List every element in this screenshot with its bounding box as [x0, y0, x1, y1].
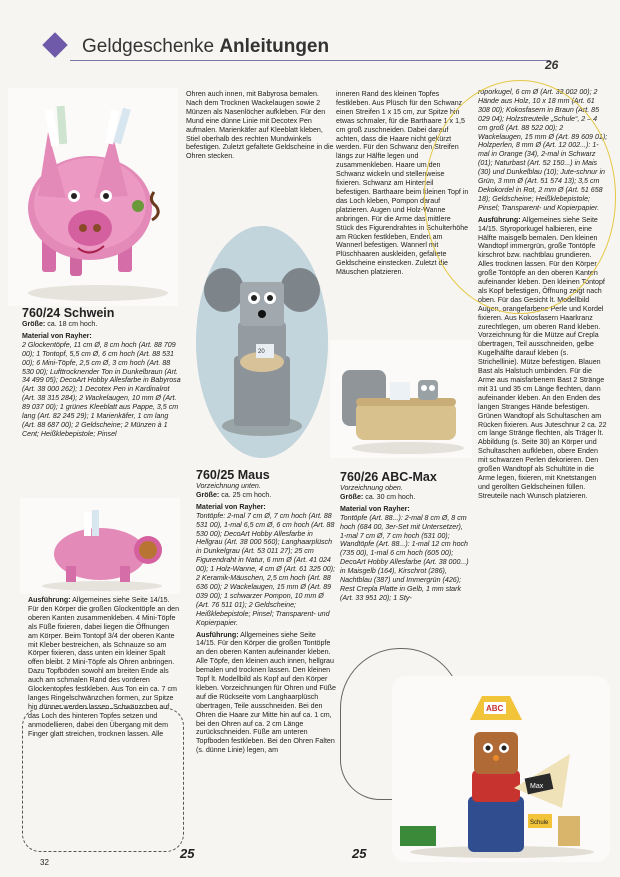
mouse-material-heading: Material von Rayher:: [196, 502, 266, 511]
pig-photo-small: [20, 498, 180, 594]
col4-instructions: Allgemeines siehe Seite 14/15. Styroporkugel halbieren, eine Hälfte maisgelb bemalen. Den kleinen Wandtopf immergrün, große Tontöpfe kirschrot bzw. nachtblau grundieren. Alles trocknen lassen. Für den Körper große Tontöpfe an den oberen Kanten aufeinander kleben. Den kleinen Tontopf als Kopf befestigen, Öffnung zeigt nach oben. Für das Gesicht lt. Modellbild Augen, orangefarbene Perle und Kordel fixieren. Aus Kokosfasern Haarkranz zurechtlegen, um oberen Rand kleben. Vorzeichnung für die Mütze auf Crepla übertragen, Teil ausschneiden, gelbe Kugelhälfte darauf kleben (s. Strichellinie). Mütze befestigen. Blauen Bast als Halstuch umbinden. Für die Arme aus maisfarbenem Bast 2 Stränge mit 31 und 35 cm Länge flechten, dann aufeinander kleben. An den Enden des langen Stranges Hände befestigen. Grünen Wandtopf als Schultaschen am Rücken fixieren. Aus Juteschnur 2 ca. 22 cm lange Stränge flechten, als Träger lt. Abbildung (s. Seite 30) an Körper und Schultaschen aufkleben, obere Enden mit schwarzen Perlen dekorieren. Den großen Wandtopf als Schultüte in die Arme legen, fixieren, mit Knetstangen und gerollten Geldscheinen füllen. Streuteile nach Wunsch platzieren.: [478, 215, 607, 500]
mouse-instructions-heading: Ausführung:: [196, 630, 239, 639]
pattern-outline: [22, 708, 184, 852]
pig-materials: 2 Glockentöpfe, 11 cm Ø, 8 cm hoch (Art. 88 709 00); 1 Tontopf, 5,5 cm Ø, 6 cm hoch (Art. 88 531 00); 6 Mini-Töpfe, 2,5 cm Ø, 3 cm hoch (Art. 88 530 00); Lufttrocknender Ton in Dunkelbraun (Art. 34 499 05); DecoArt Hobby Allesfarbe in Babyrosa (Art. 38 000 262); 1 Decotex Pen in Kardinalrot (Art. 38 315 284); 2 Wackelaugen, 10 mm Ø (Art. 89 037 00); 1 grünes Kleeblatt aus Pappe, 3,5 cm lang (Art. 82 245 29); 1 Marienkäfer, 1 cm lang (Art. 88 687 00); 2 Geldscheine; 2 Münzen à 1 Cent; Heißklebepistole; Pinsel: [22, 340, 181, 438]
mouse-bill-number: 20: [258, 349, 265, 355]
pig-instructions-heading: Ausführung:: [28, 596, 71, 604]
pig-material-heading: Material von Rayher:: [22, 331, 92, 340]
abc-badge-text: ABC: [486, 704, 504, 713]
abc-heading: 760/26 ABC-Max: [340, 470, 437, 484]
highlight-circle: [424, 80, 616, 314]
pig-section: [22, 306, 182, 439]
abc-max-photo: [392, 676, 610, 862]
schule-label: Schule: [530, 820, 549, 826]
mouse-section: [196, 468, 336, 755]
page-number-bottom-col3: 25: [352, 846, 367, 861]
page-title: [82, 36, 329, 58]
col4-instructions-heading: Ausführung:: [478, 215, 521, 224]
col2-top: Ohren auch innen, mit Babyrosa bemalen. Nach dem Trocknen Wackelaugen sowie 2 Münzen als Nasenlöcher aufkleben. Für den Mund eine dünne Linie mit Decotex Pen aufmalen. Marienkäfer auf Kleeblatt kleben, Stiel oberhalb des rechten Mundwinkels befestigen. Zuletzt gefaltete Geldscheine in die Ohren stecken.: [186, 90, 334, 161]
slate-text: Max: [530, 783, 544, 790]
pig-size-label: Größe:: [22, 320, 46, 328]
abc-size-value: ca. 30 cm hoch.: [365, 492, 416, 501]
mouse-photo: [196, 226, 328, 458]
mouse-size-label: Größe:: [196, 490, 220, 499]
abc-material-heading: Material von Rayher:: [340, 504, 410, 513]
mouse-materials: Tontöpfe: 2-mal 7 cm Ø, 7 cm hoch (Art. 88 531 00), 1-mal 6,5 cm Ø, 6 cm hoch (Art. 88 530 00); DecoArt Hobby Allesfarbe in Hellgrau (Art. 38 000 560); Langhaarplüsch in Dunkelgrau (Art. 53 011 27); 25 cm Figurendraht in Natur, 6 mm Ø (Art. 41 024 00); 1 Holz-Wanne, 4 cm Ø (Art. 61 325 00); 2 Keramik-Mäuschen, 2,5 cm hoch (Art. 88 636 00); 2 Wackelaugen, 15 mm Ø (Art. 89 039 00); 1 schwarzer Pompon, 10 mm Ø (Art. 76 511 01); 2 Geldscheine; Heißklebepistole; Pinsel; Transparent- und Kopierpapier.: [196, 511, 336, 627]
title-light: Geldgeschenke: [82, 36, 215, 57]
header-diamond-icon: [42, 32, 67, 57]
header-rule: [70, 60, 550, 61]
mouse-instructions: Allgemeines siehe Seite 14/15. Für den Körper die großen Tontöpfe an den oberen Kanten aufeinander kleben. Alle Töpfe, den kleinen auch innen, hellgrau bemalen und trocknen lassen. Den kleinen Topf lt. Modellbild als Kopf auf den Körper kleben. Vorzeichnungen für Ohren und Füße auf die Rückseite vom Langhaarplüsch übertragen, Teile ausschneiden. Bei den Ohren die Haare zur Mitte hin auf ca. 1 cm, bei den Ohren auf ca. 2 cm Länge zurückschneiden. Füße am unteren Topfboden festkleben. Bei den Ohren Falten (s. dünne Linie) legen, am: [196, 630, 336, 755]
title-bold: Anleitungen: [219, 36, 330, 57]
pig-photo: [8, 88, 178, 306]
page-number-bottom-col1: 25: [180, 846, 195, 861]
page-number-top: 26: [545, 58, 559, 72]
col3-top: inneren Rand des kleinen Topfes festkleben. Aus Plüsch für den Schwanz einen Streifen 1 x 15 cm, zur Spitze hin etwas schmaler, für die Barthaare 1 x 1,5 cm groß zuschneiden. Dabei darauf achten, dass die Haare nicht gekürzt werden. Für den Schwanz den Streifen längs zur Hälfte legen und zusammenkleben. Haare um den Schwanz wickeln und stellenweise fixieren. Schwanz am Hinterteil befestigen. Barthaare beim kleinen Topf in das Loch kleben, Pompon darauf platzieren. Augen und Holz-Wanne anbringen. Für die Arme das mittlere Stück des Figurendrahtes in Schulterhöhe am Rücken festkleben, Enden am Wannerl befestigen. Wannerl mit Plüschhaaren auskleiden, gefaltete Geldscheine einstecken. Zuletzt die Mäuschen platzieren.: [336, 90, 469, 277]
pig-size-value: ca. 18 cm hoch.: [47, 320, 98, 328]
abc-size-label: Größe:: [340, 492, 364, 501]
abc-sub: Vorzeichnung oben.: [340, 484, 403, 492]
mouse-heading: 760/25 Maus: [196, 468, 270, 482]
abc-materials: Tontöpfe (Art. 88...): 2-mal 8 cm Ø, 8 cm hoch (684 00, 3er-Set mit Untersetzer), 1-mal 7 cm Ø, 7 cm hoch (531 00); Wandtöpfe (Art. 88...): 1-mal 12 cm hoch (735 00), 1-mal 6 cm hoch (605 00); DecoArt Hobby Allesfarbe (Art. 38 000...) in Maisgelb (164), Kirschrot (286), Nachtblau (387) und Immergrün (426); Rest Crepla Platte in Gelb, 1 mm stark (Art. 33 951 20); 1 Sty-: [340, 513, 469, 602]
mouse-sub: Vorzeichnung unten.: [196, 482, 261, 490]
page-number-bottom-left: 32: [40, 858, 49, 867]
col2-top-text: [186, 90, 336, 161]
col4-materials: roporkugel, 6 cm Ø (Art. 33 002 00); 2 Hände aus Holz, 10 x 18 mm (Art. 61 308 00); Kokosfasern in Braun (Art. 85 029 04); Holzstreuteile „Schule“, 2 – 4 cm groß (Art. 88 522 00); 2 Wackelaugen, 15 mm Ø (Art. 89 609 01); Holzperlen, 8 mm Ø (Art. 12 002...): 1-mal in Orange (34), 2-mal in Schwarz (01); Naturbast (Art. 52 150...) in Mais (30) und Dunkelblau (10); Jute-schnur in Grün, 3 mm Ø (Art. 51 574 13); 3,5 cm Dekokordel in Rot, 2 mm Ø (Art. 51 658 18); Geldscheine; Heißklebepistole; Pinsel; Transparent- und Kopierpapier.: [478, 88, 608, 212]
mouse-pot-photo: [330, 340, 472, 458]
pig-heading: 760/24 Schwein: [22, 306, 115, 320]
pig-instructions: Allgemeines siehe Seite 14/15. Für den Körper die großen Glockentöpfe an den oberen Kanten zusammenkleben. 4 Mini-Töpfe als Füße fixieren, dabei liegen die Öffnungen am Körper. Beim Tontopf 3/4 der oberen Kante mit Kleber bestreichen, als Schnauze so am Körper fixieren, dass unten ein kleiner Spalt offen bleibt. 2 Mini-Töpfe als Ohren anbringen. Dazu Topfböden sowohl am breiten Ende als auch am schmalen Rand des vorderen Glockentopfes festkleben. Aus Ton ein ca. 7 cm langes Ringelschwänzchen formen, zur Spitze hin dünner werden lassen. Schwänzchen auf das Loch des hinteren Topfes setzen und anmodellieren, dabei den Übergang mit dem Finger glatt streichen, trocknen lassen. Alle: [28, 596, 180, 738]
abc-section: [340, 470, 470, 603]
mouse-size-value: ca. 25 cm hoch.: [221, 490, 272, 499]
